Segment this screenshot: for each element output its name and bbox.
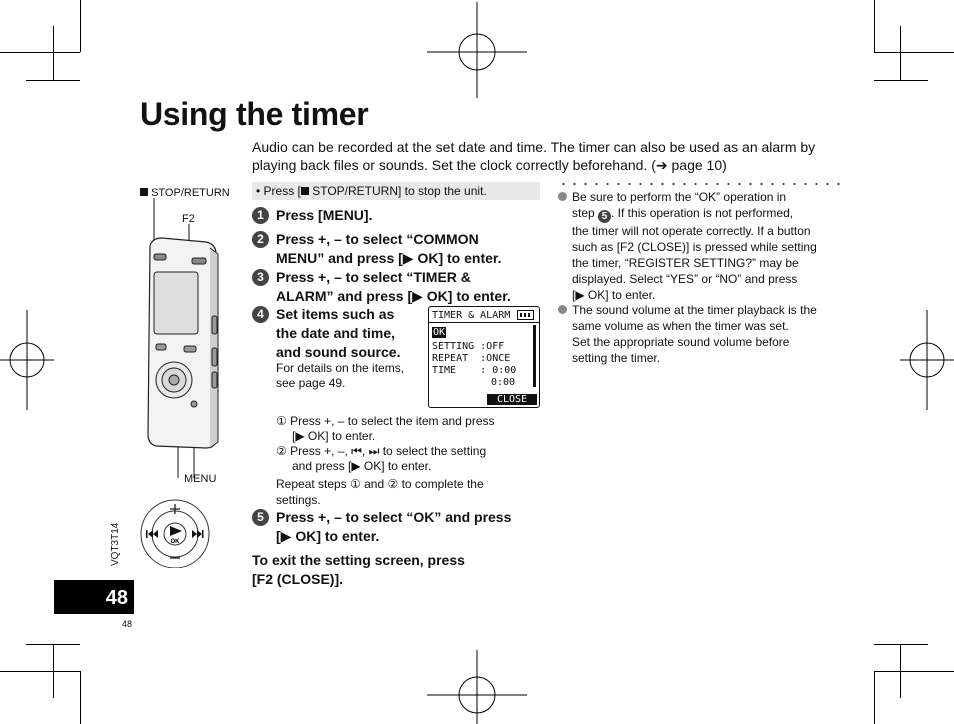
lcd-ok: OK xyxy=(433,327,446,338)
step-text: Set items such as xyxy=(276,306,395,322)
step-text: Press +, – to select “COMMON xyxy=(276,231,479,247)
recorder-illustration xyxy=(140,198,240,568)
step-text: Press +, – to select “TIMER & xyxy=(276,269,471,285)
lcd-repeat: REPEAT :ONCE xyxy=(432,353,511,364)
step-4-detail: For details on the items, see page 49. xyxy=(276,361,405,390)
step-number: 4 xyxy=(252,306,269,323)
intro-paragraph: Audio can be recorded at the set date and time. The timer can also be used as an alarm by playing back files or sounds. Set the clock correctly beforehand. (➔ page 10) xyxy=(252,139,816,173)
lcd-screen xyxy=(428,306,540,408)
lcd-time: TIME : 0:00 xyxy=(432,365,517,376)
doc-code: VQT3T14 xyxy=(110,522,121,566)
repeat-note: Repeat steps ① and ② to complete the settings. xyxy=(276,477,484,507)
menu-label: MENU xyxy=(184,473,217,485)
step-number: 2 xyxy=(252,231,269,248)
step-5-icon: 5 xyxy=(598,210,611,223)
stop-square-icon xyxy=(140,188,148,196)
step-text: ALARM” and press [▶ OK] to enter. xyxy=(276,288,511,304)
ok-small-label: OK xyxy=(170,539,180,545)
stop-note: • Press [ STOP/RETURN] to stop the unit. xyxy=(252,182,540,200)
step-4-substeps: ① Press +, – to select the item and press [▶ OK] to enter. ② Press +, –, ⏮, ⏭ to select the setting and press [▶ OK] to enter. xyxy=(276,414,495,473)
lcd-close: CLOSE xyxy=(487,394,537,405)
lcd-setting: SETTING :OFF xyxy=(432,341,505,352)
registration-mark-bottom xyxy=(427,650,527,724)
lcd-header: TIMER & ALARM xyxy=(432,310,511,321)
step-text: [▶ OK] to enter. xyxy=(276,528,380,544)
step-text: the date and time, xyxy=(276,325,396,341)
step-text: Press [MENU]. xyxy=(276,207,373,223)
page-number-small: 48 xyxy=(122,619,133,629)
registration-mark-right xyxy=(900,310,954,410)
registration-mark-left xyxy=(0,310,54,410)
exit-instruction: To exit the setting screen, press [F2 (CLOSE)]. xyxy=(252,552,465,587)
step-text: and sound source. xyxy=(276,344,401,360)
step-text: MENU” and press [▶ OK] to enter. xyxy=(276,250,502,266)
stop-return-label: STOP/RETURN xyxy=(140,187,230,199)
lcd-scrollbar xyxy=(533,325,536,387)
step-number: 5 xyxy=(252,509,269,526)
step-text: Press +, – to select “OK” and press xyxy=(276,509,512,525)
lcd-time-2: 0:00 xyxy=(491,377,516,388)
dotted-divider xyxy=(558,182,848,186)
step-number: 1 xyxy=(252,207,269,224)
page-number-tab: 48 xyxy=(54,580,134,614)
stop-square-icon xyxy=(301,187,309,195)
f2-label: F2 xyxy=(182,213,195,225)
registration-mark-top xyxy=(427,2,527,98)
page-title: Using the timer xyxy=(140,96,369,132)
bullet-icon xyxy=(558,192,567,201)
bullet-icon xyxy=(558,305,567,314)
step-number: 3 xyxy=(252,269,269,286)
battery-icon xyxy=(517,310,534,320)
